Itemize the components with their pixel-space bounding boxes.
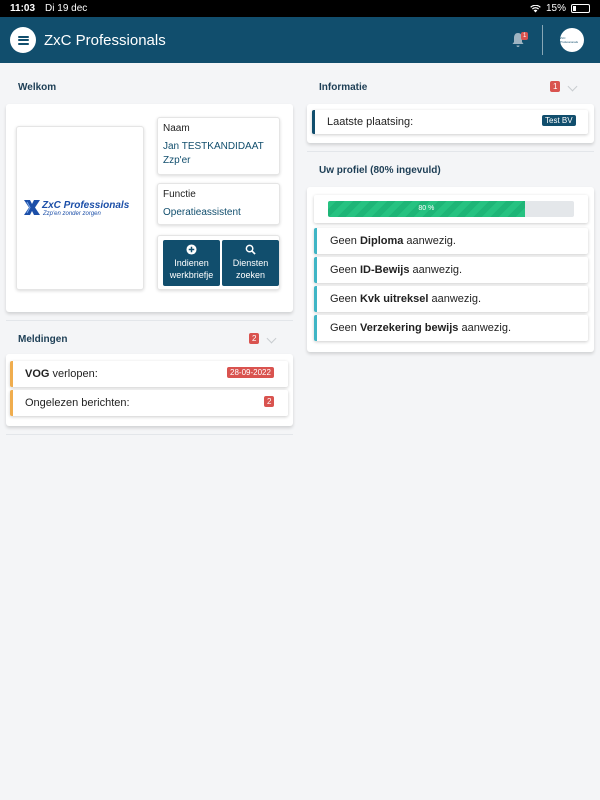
company-logo-title: ZxC Professionals — [42, 200, 130, 211]
placement-badge: Test BV — [542, 115, 576, 126]
plus-circle-icon — [186, 244, 197, 255]
last-placement-label: Laatste plaatsing: — [327, 116, 414, 128]
alert-item-vog-bold: VOG — [25, 368, 50, 380]
avatar[interactable] — [560, 28, 584, 52]
header-divider — [542, 25, 543, 55]
profile-progress-fill: 80 % — [328, 201, 525, 217]
section-divider — [307, 151, 594, 152]
profile-item-suffix: aanwezig. — [428, 293, 482, 305]
profile-item-name: ID-Bewijs — [359, 264, 410, 276]
name-card — [157, 117, 280, 175]
vog-date-badge: 28-09-2022 — [227, 367, 274, 378]
information-count-badge: 1 — [550, 81, 560, 92]
alert-item-vog-text: verlopen: — [49, 368, 98, 380]
profile-item-suffix: aanwezig. — [458, 322, 511, 334]
app-header — [0, 17, 600, 63]
profile-item-suffix: aanwezig. — [403, 235, 456, 247]
profile-progress-bar — [328, 201, 574, 217]
status-time: 11:03 — [10, 3, 36, 14]
name-label: Naam — [163, 123, 190, 134]
profile-item-prefix: Geen — [330, 264, 360, 276]
alerts-heading: Meldingen — [18, 334, 68, 345]
app-title: ZxC Professionals — [44, 31, 166, 49]
alert-item-messages[interactable] — [10, 390, 288, 416]
profile-item-prefix: Geen — [330, 322, 360, 334]
profile-missing-diploma[interactable] — [314, 228, 588, 254]
alert-item-messages-text: Ongelezen berichten: — [25, 397, 130, 409]
menu-button[interactable] — [10, 27, 36, 53]
profile-item-name: Verzekering bewijs — [359, 322, 459, 334]
status-bar — [0, 0, 600, 17]
profile-item-name: Diploma — [359, 235, 404, 247]
alerts-count-badge: 2 — [249, 333, 259, 344]
profile-item-prefix: Geen — [330, 293, 360, 305]
function-card — [157, 183, 280, 225]
function-label: Functie — [163, 189, 196, 200]
profile-missing-insurance[interactable] — [314, 315, 588, 341]
battery-percentage: 15% — [545, 3, 566, 14]
notification-badge: 1 — [523, 33, 527, 39]
profile-item-suffix: aanwezig. — [409, 264, 463, 276]
role-value: Zzp'er — [163, 155, 191, 166]
avatar-logo-text: ZxC Professionals — [560, 36, 579, 44]
search-shifts-button[interactable] — [222, 240, 279, 286]
submit-worksheet-button[interactable] — [163, 240, 220, 286]
battery-icon — [571, 4, 590, 13]
unread-messages-badge: 2 — [264, 396, 274, 407]
profile-item-name: Kvk uitreksel — [359, 293, 429, 305]
search-shifts-label-1: Diensten — [232, 258, 269, 268]
wifi-icon — [530, 5, 541, 13]
company-logo-tagline: Zzp'en zonder zorgen — [43, 211, 101, 217]
information-chevron-down-icon[interactable] — [568, 82, 578, 92]
hamburger-icon — [18, 36, 29, 45]
alerts-chevron-down-icon[interactable] — [267, 334, 277, 344]
status-date: Di 19 dec — [45, 3, 88, 14]
name-value: Jan TESTKANDIDAAT — [163, 141, 264, 152]
profile-item-prefix: Geen — [330, 235, 360, 247]
submit-worksheet-label-1: Indienen — [174, 258, 209, 268]
information-heading: Informatie — [319, 82, 368, 93]
profile-missing-kvk[interactable] — [314, 286, 588, 312]
search-shifts-label-2: zoeken — [235, 270, 266, 280]
profile-missing-id[interactable] — [314, 257, 588, 283]
welcome-heading: Welkom — [18, 82, 57, 93]
company-logo-icon — [24, 200, 40, 215]
search-icon — [245, 244, 256, 255]
function-value: Operatieassistent — [163, 207, 241, 218]
submit-worksheet-label-2: werkbriefje — [169, 270, 214, 280]
profile-heading: Uw profiel (80% ingevuld) — [319, 165, 441, 176]
section-divider — [6, 434, 293, 435]
section-divider — [6, 320, 293, 321]
